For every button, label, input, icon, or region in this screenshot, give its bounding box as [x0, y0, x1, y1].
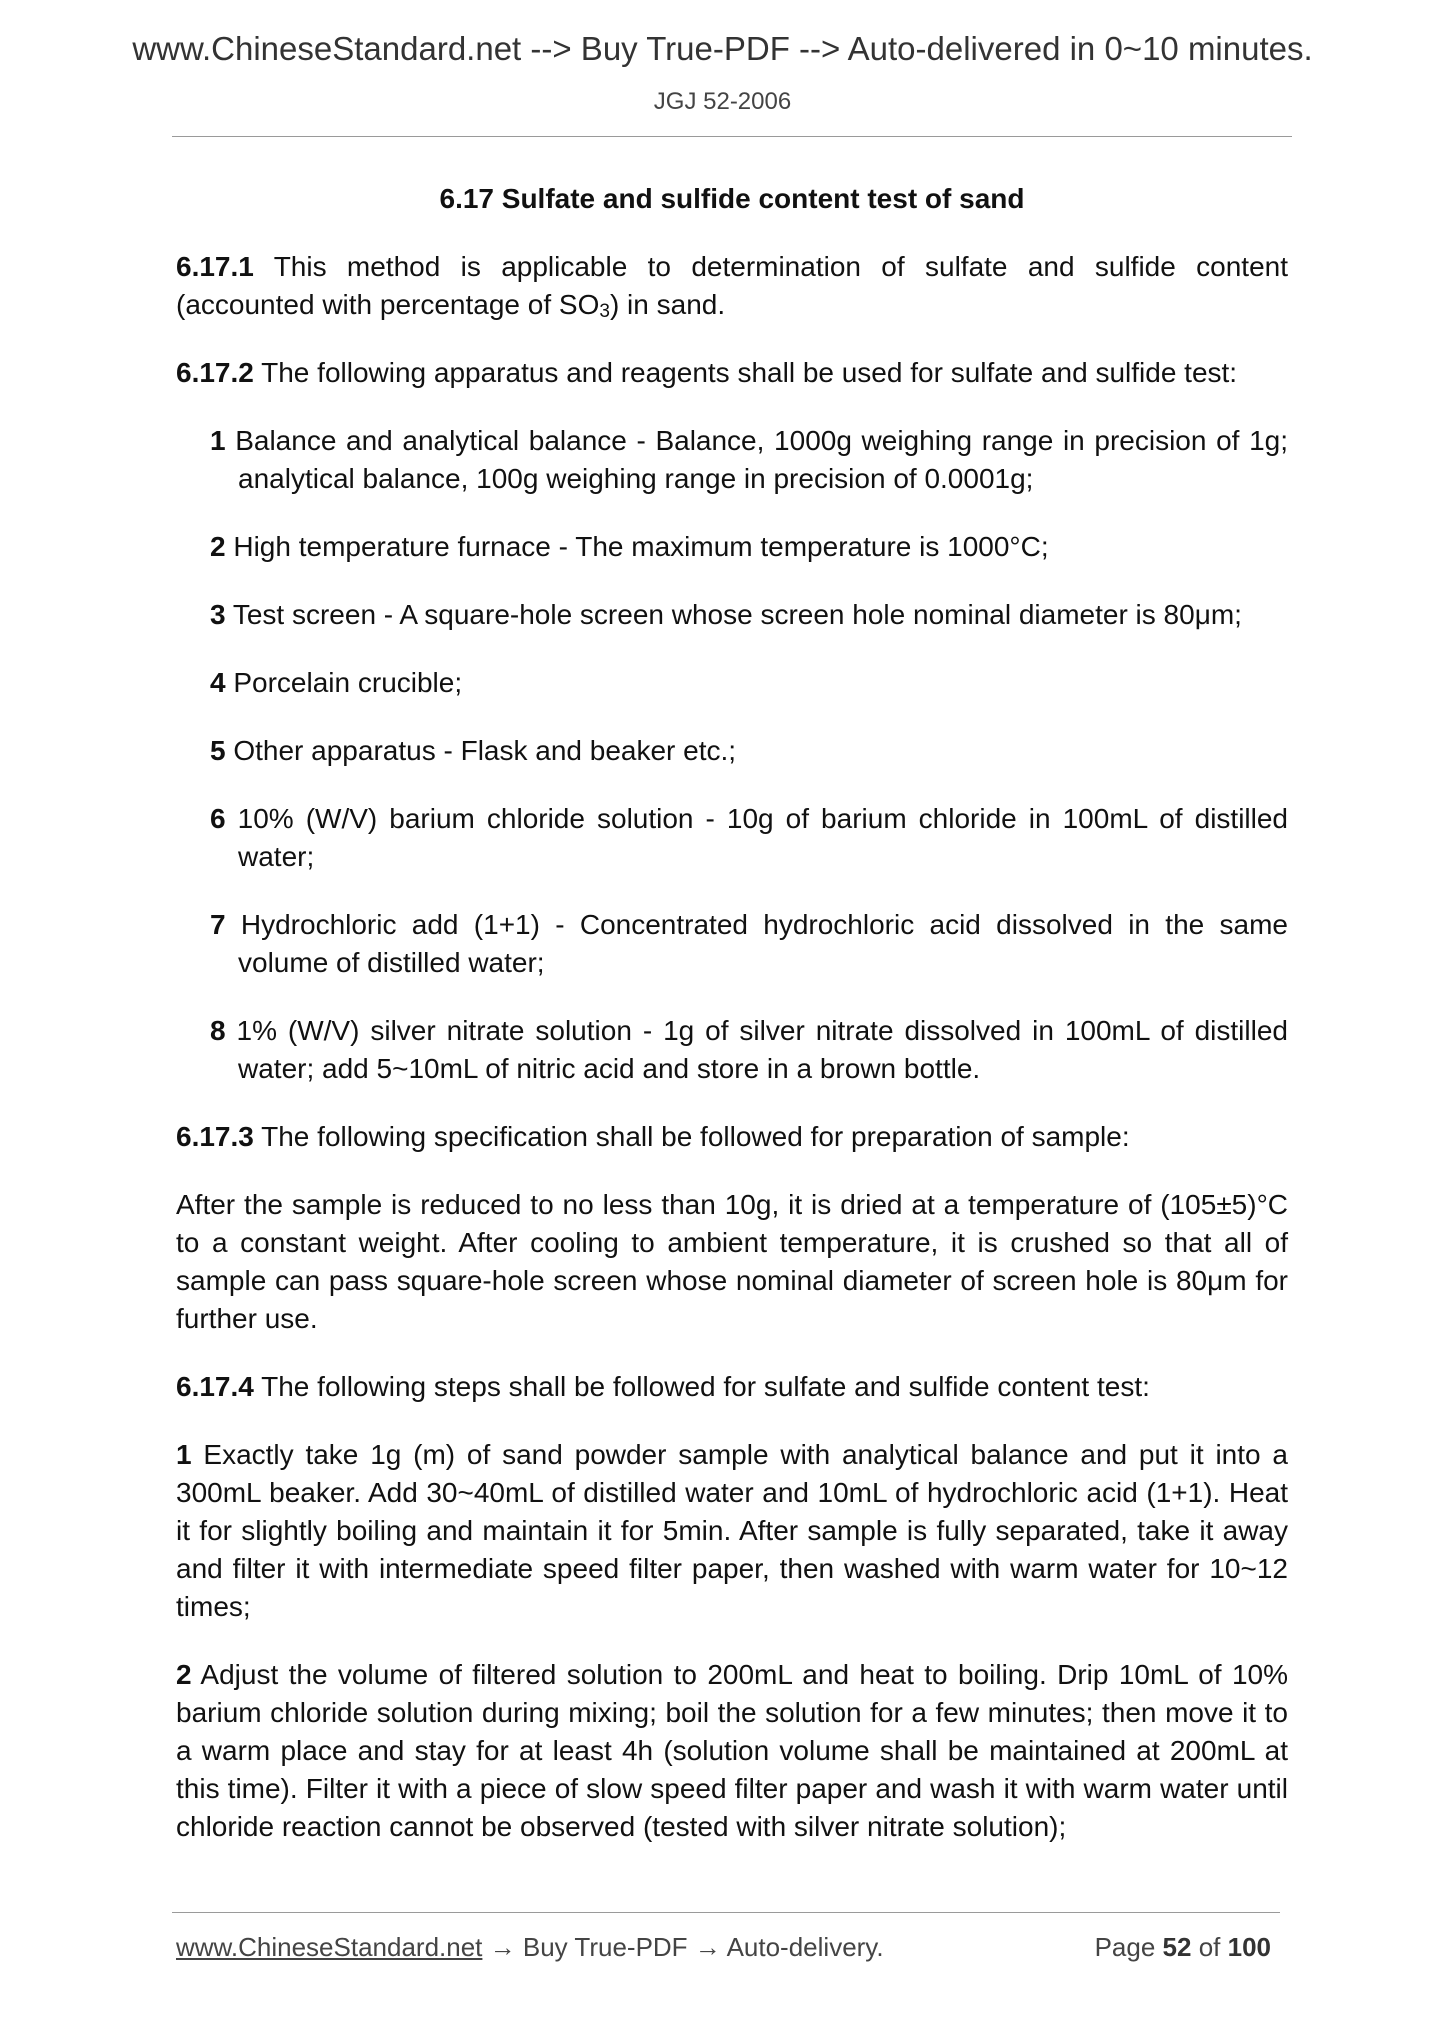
- page-number: 52: [1162, 1932, 1192, 1962]
- item-text: 10% (W/V) barium chloride solution - 10g of barium chloride in 100mL of distilled water;: [225, 803, 1288, 872]
- page-label: Page: [1094, 1932, 1163, 1962]
- clause-6-17-1: [176, 248, 1288, 324]
- apparatus-item-1: [176, 422, 1288, 498]
- apparatus-item-6: [176, 800, 1288, 876]
- page-indicator: [1095, 1932, 1271, 1963]
- item-number: 5: [210, 735, 226, 766]
- test-step-1: [176, 1436, 1288, 1626]
- clause-text: The following specification shall be followed for preparation of sample:: [253, 1121, 1130, 1152]
- item-number: 7: [210, 909, 226, 940]
- document-code: JGJ 52-2006: [653, 88, 792, 115]
- clause-text: The following steps shall be followed for sulfate and sulfide content test:: [253, 1371, 1150, 1402]
- clause-6-17-4: [176, 1368, 1288, 1406]
- item-number: 3: [210, 599, 226, 630]
- clause-6-17-2: [176, 354, 1288, 392]
- item-text: Other apparatus - Flask and beaker etc.;: [225, 735, 737, 766]
- subscript: 3: [599, 301, 610, 322]
- item-text: Balance and analytical balance - Balance, 1000g weighing range in precision of 1g; analytical balance, 100g weighing range in precision of 0.0001g;: [225, 425, 1288, 494]
- item-number: 8: [210, 1015, 226, 1046]
- clause-text-end: ) in sand.: [609, 289, 726, 320]
- apparatus-item-4: [176, 664, 1288, 702]
- apparatus-item-3: [176, 596, 1288, 634]
- item-text: Hydrochloric add (1+1) - Concentrated hydrochloric acid dissolved in the same volume of distilled water;: [225, 909, 1288, 978]
- page-total: 100: [1227, 1932, 1271, 1962]
- header-divider: [172, 136, 1292, 137]
- clause-6-17-3: [176, 1118, 1288, 1156]
- sample-preparation-paragraph: After the sample is reduced to no less than 10g, it is dried at a temperature of (105±5)°C to a constant weight. After cooling to ambient temperature, it is crushed so that all of sample can pass square-hole screen whose nominal diameter of screen hole is 80μm for further use.: [176, 1189, 1288, 1334]
- item-number: 2: [210, 531, 226, 562]
- item-text: Test screen - A square-hole screen whose screen hole nominal diameter is 80μm;: [225, 599, 1242, 630]
- footer-divider: [172, 1912, 1280, 1913]
- footer-promo-text: → Buy True-PDF → Auto-delivery.: [482, 1932, 884, 1962]
- step-text: Exactly take 1g (m) of sand powder sample with analytical balance and put it into a 300mL beaker. Add 30~40mL of distilled water and 10mL of hydrochloric acid (1+1). Heat it for slightly boiling and maintain it for 5min. After sample is fully separated, take it away and filter it with intermediate speed filter paper, then washed with warm water for 10~12 times;: [176, 1439, 1288, 1622]
- item-text: Porcelain crucible;: [225, 667, 463, 698]
- header-banner: www.ChineseStandard.net --> Buy True-PDF --> Auto-delivered in 0~10 minutes.: [132, 30, 1313, 67]
- apparatus-item-7: [176, 906, 1288, 982]
- section-title: 6.17 Sulfate and sulfide content test of sand: [439, 183, 1025, 214]
- step-number: 1: [176, 1439, 192, 1470]
- item-number: 4: [210, 667, 226, 698]
- item-text: High temperature furnace - The maximum temperature is 1000°C;: [225, 531, 1049, 562]
- step-number: 2: [176, 1659, 192, 1690]
- item-text: 1% (W/V) silver nitrate solution - 1g of silver nitrate dissolved in 100mL of distilled water; add 5~10mL of nitric acid and store in a brown bottle.: [225, 1015, 1288, 1084]
- apparatus-item-8: [176, 1012, 1288, 1088]
- page-content: [176, 180, 1288, 1876]
- clause-number: 6.17.1: [176, 251, 254, 282]
- clause-number: 6.17.2: [176, 357, 254, 388]
- footer-promo: [176, 1932, 884, 1963]
- item-number: 6: [210, 803, 226, 834]
- step-text: Adjust the volume of filtered solution to 200mL and heat to boiling. Drip 10mL of 10% barium chloride solution during mixing; boil the solution for a few minutes; then move it to a warm place and stay for at least 4h (solution volume shall be maintained at 200mL at this time). Filter it with a piece of slow speed filter paper and wash it with warm water until chloride reaction cannot be observed (tested with silver nitrate solution);: [176, 1659, 1288, 1842]
- clause-number: 6.17.4: [176, 1371, 254, 1402]
- item-number: 1: [210, 425, 226, 456]
- clause-number: 6.17.3: [176, 1121, 254, 1152]
- apparatus-item-5: [176, 732, 1288, 770]
- footer-site-link[interactable]: www.ChineseStandard.net: [176, 1932, 483, 1962]
- clause-text: The following apparatus and reagents shall be used for sulfate and sulfide test:: [253, 357, 1238, 388]
- clause-text: This method is applicable to determination of sulfate and sulfide content (accounted with percentage of SO: [176, 251, 1288, 320]
- test-step-2: [176, 1656, 1288, 1846]
- apparatus-item-2: [176, 528, 1288, 566]
- of-label: of: [1191, 1932, 1228, 1962]
